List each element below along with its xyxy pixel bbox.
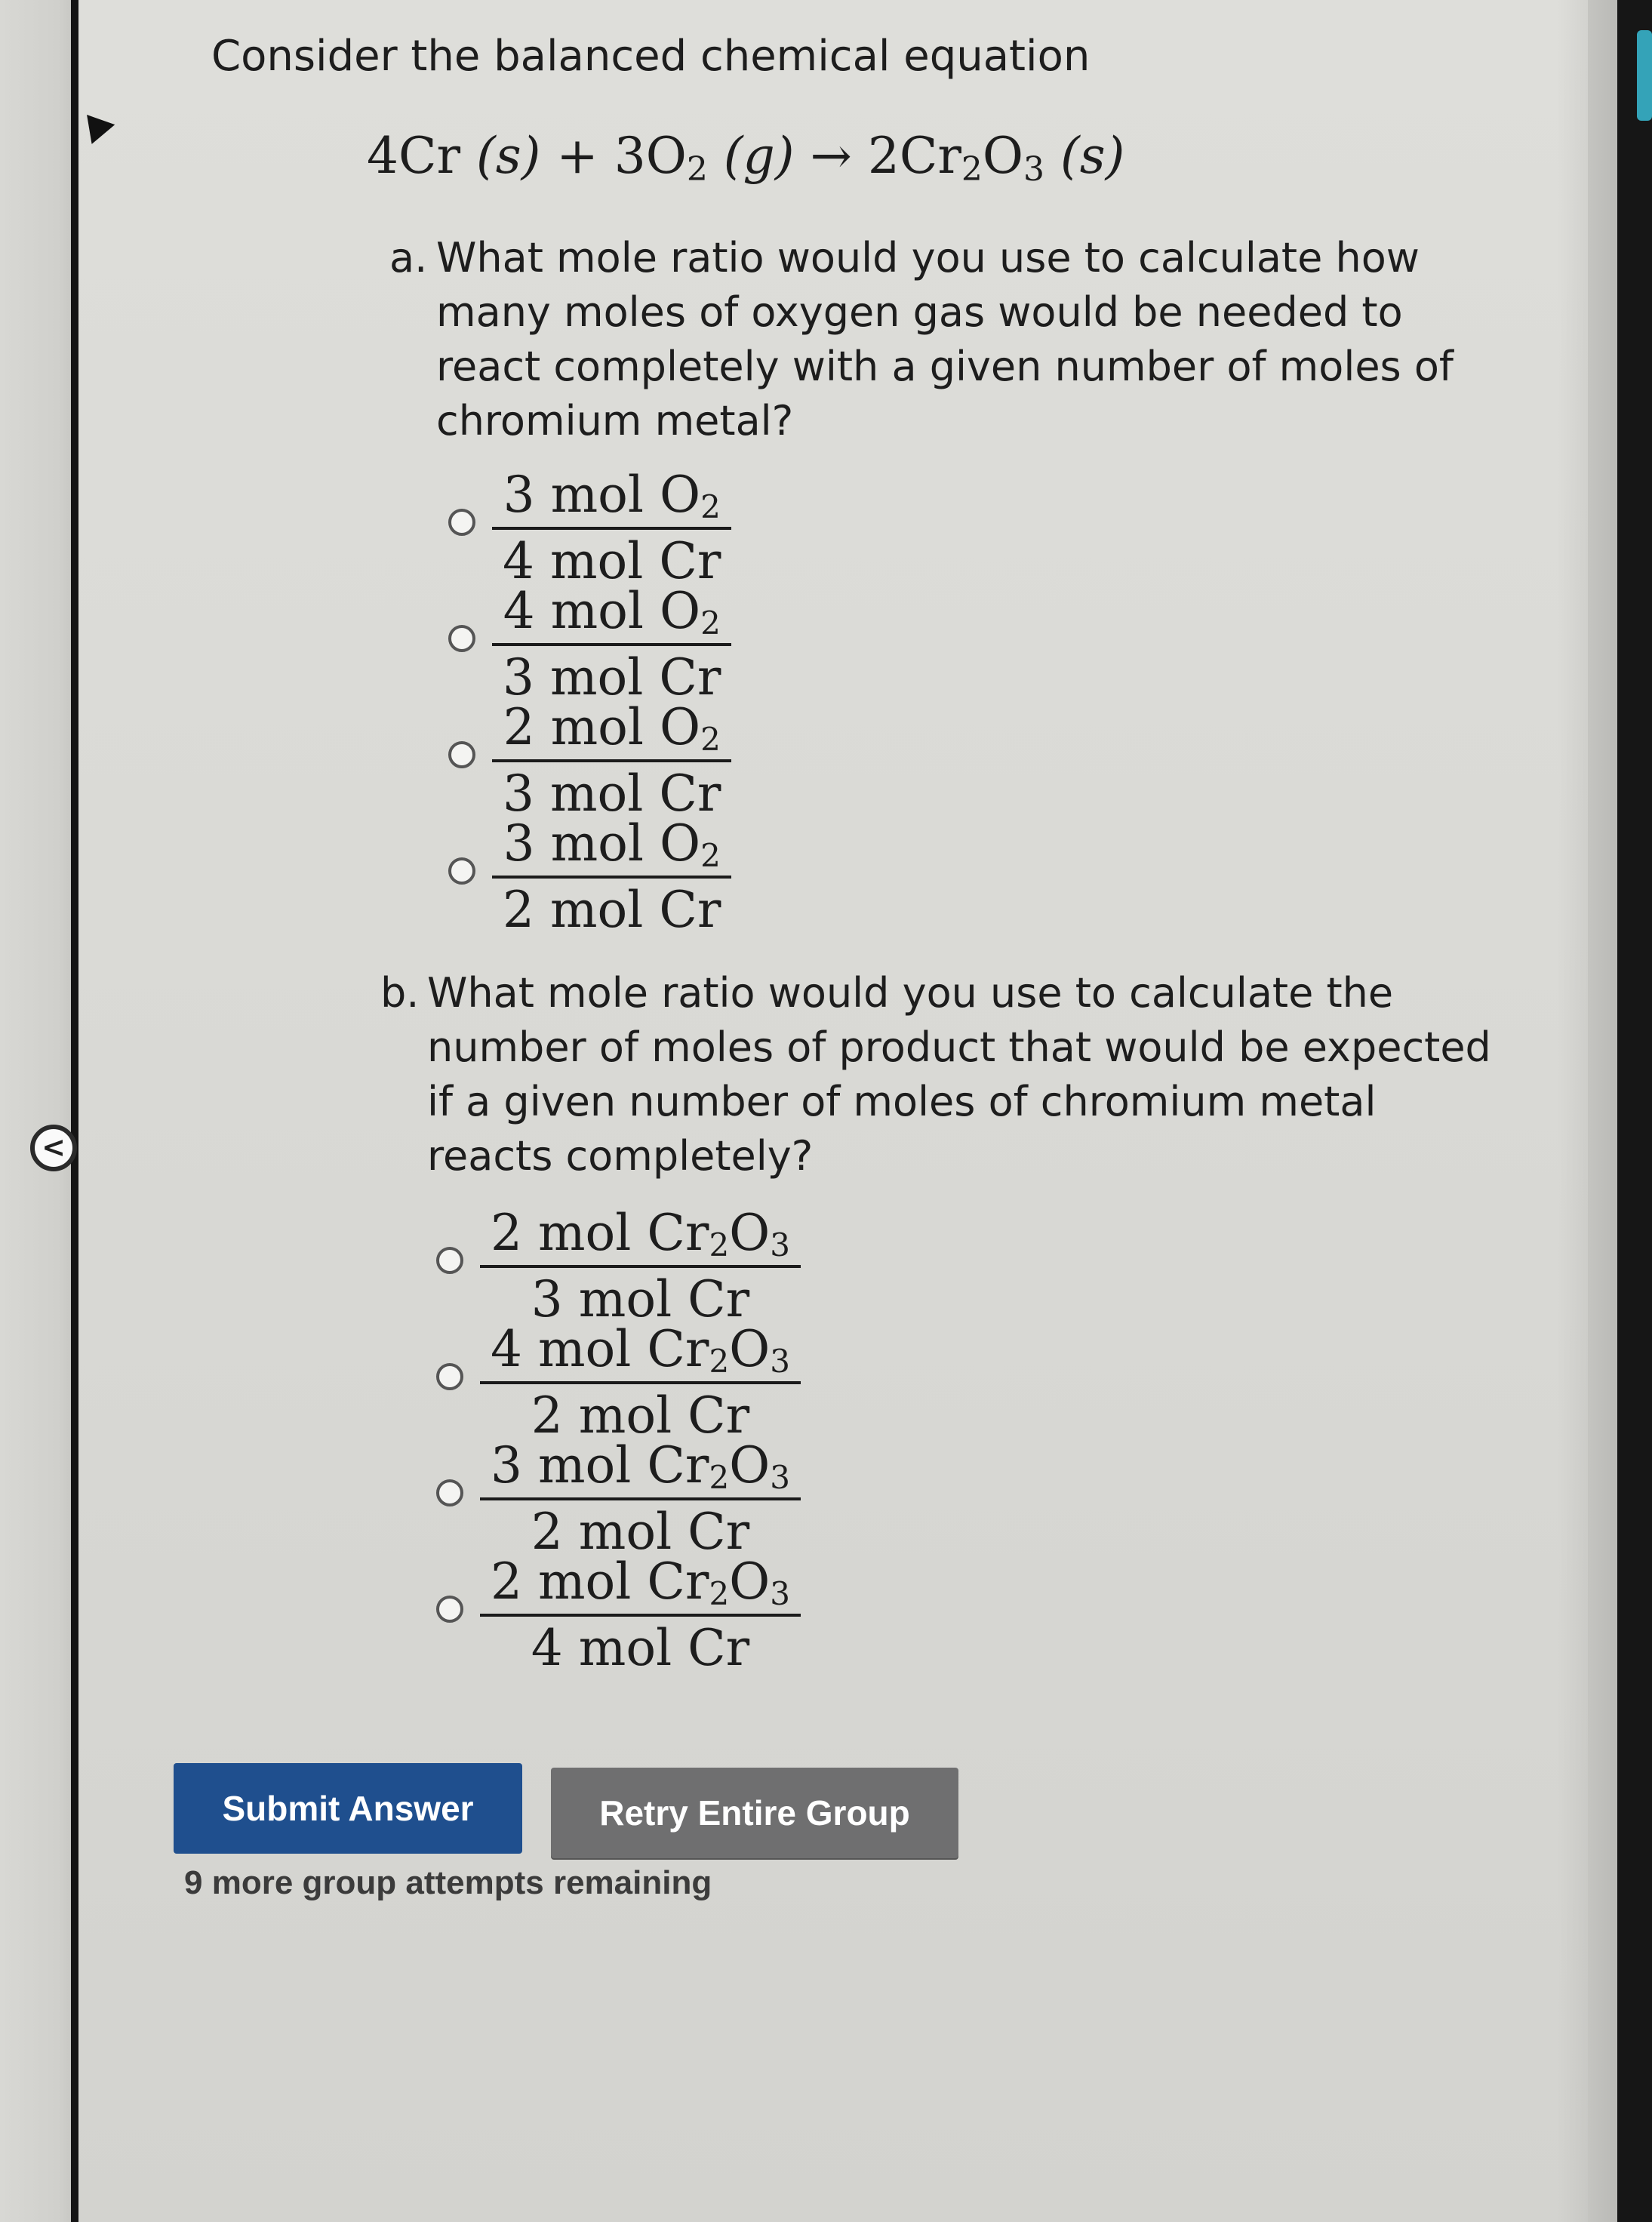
- numerator-o: O: [729, 1553, 771, 1611]
- numerator-text: 3 mol O: [503, 466, 701, 524]
- eq-o-sub: 2: [686, 150, 708, 189]
- attempts-remaining-text: 9 more group attempts remaining: [184, 1864, 712, 1901]
- question-b-letter: b.: [380, 969, 420, 1017]
- submit-answer-button[interactable]: Submit Answer: [174, 1763, 522, 1854]
- right-bezel: [1617, 0, 1652, 2222]
- fraction-denominator: 3 mol Cr: [531, 1270, 750, 1328]
- chemical-equation: [367, 127, 1124, 189]
- mole-ratio-fraction: [480, 1437, 801, 1561]
- numerator-o: O: [729, 1436, 771, 1494]
- fraction-denominator: 4 mol Cr: [503, 532, 721, 590]
- mole-ratio-fraction: [480, 1321, 801, 1445]
- scrollbar-thumb[interactable]: [1637, 30, 1652, 121]
- numerator-text: 4 mol O: [503, 582, 701, 640]
- eq-state-g: (g): [723, 127, 795, 185]
- numerator-cr: 2 mol Cr: [491, 1553, 709, 1611]
- eq-cr: Cr: [398, 127, 461, 185]
- numerator-sub: 2: [700, 605, 721, 642]
- fraction-denominator: 3 mol Cr: [503, 648, 721, 706]
- retry-entire-group-button[interactable]: Retry Entire Group: [551, 1768, 958, 1858]
- panel-border: [71, 0, 78, 2222]
- numerator-o-sub: 3: [770, 1459, 791, 1496]
- radio-button[interactable]: [448, 625, 475, 652]
- numerator-cr-sub: 2: [709, 1459, 730, 1496]
- question-a: [389, 231, 1491, 448]
- eq-product-o: O: [982, 127, 1023, 185]
- fraction-numerator: [480, 1437, 801, 1497]
- fraction-numerator: [492, 466, 731, 527]
- eq-arrow: →: [810, 127, 852, 185]
- radio-button[interactable]: [448, 741, 475, 768]
- fraction-denominator: 3 mol Cr: [503, 765, 721, 823]
- radio-button[interactable]: [436, 1479, 463, 1506]
- fraction-denominator: 4 mol Cr: [531, 1619, 750, 1677]
- back-arrow-button[interactable]: [30, 1125, 77, 1171]
- eq-product-state: (s): [1060, 127, 1125, 185]
- fraction-numerator: [480, 1321, 801, 1381]
- question-a-letter: a.: [389, 234, 428, 282]
- eq-product-o-sub: 3: [1023, 150, 1044, 189]
- fraction-numerator: [480, 1553, 801, 1614]
- radio-button[interactable]: [436, 1247, 463, 1274]
- fraction-denominator: 2 mol Cr: [531, 1386, 750, 1445]
- radio-button[interactable]: [448, 509, 475, 536]
- numerator-text: 3 mol O: [503, 814, 701, 872]
- mole-ratio-fraction: [492, 815, 731, 939]
- numerator-cr-sub: 2: [709, 1343, 730, 1380]
- fraction-numerator: [492, 699, 731, 759]
- question-a-text: What mole ratio would you use to calculate how many moles of oxygen gas would be needed to react completely with a given number of moles of chromium metal?: [436, 234, 1454, 445]
- numerator-o: O: [729, 1320, 771, 1378]
- fraction-denominator: 2 mol Cr: [503, 881, 721, 939]
- eq-coef-cr2o3: 2: [867, 127, 900, 185]
- eq-plus: +: [556, 127, 598, 185]
- eq-product-cr: Cr: [899, 127, 961, 185]
- numerator-cr-sub: 2: [709, 1226, 730, 1263]
- numerator-o-sub: 3: [770, 1343, 791, 1380]
- numerator-sub: 2: [700, 488, 721, 525]
- mole-ratio-fraction: [480, 1553, 801, 1677]
- fraction-numerator: [492, 583, 731, 643]
- numerator-cr-sub: 2: [709, 1575, 730, 1612]
- eq-coef-cr: 4: [367, 127, 398, 185]
- question-b-text: What mole ratio would you use to calculate the number of moles of product that would be expected if a given number of moles of chromium metal reacts completely?: [427, 969, 1491, 1180]
- fraction-numerator: [480, 1205, 801, 1265]
- mole-ratio-fraction: [492, 583, 731, 706]
- numerator-sub: 2: [700, 721, 721, 758]
- numerator-cr: 4 mol Cr: [491, 1320, 709, 1378]
- mole-ratio-fraction: [480, 1205, 801, 1328]
- radio-button[interactable]: [436, 1596, 463, 1623]
- numerator-o-sub: 3: [770, 1226, 791, 1263]
- intro-text: Consider the balanced chemical equation: [211, 32, 1091, 81]
- fraction-denominator: 2 mol Cr: [531, 1503, 750, 1561]
- fraction-numerator: [492, 815, 731, 876]
- chevron-left-icon: <: [42, 1131, 66, 1164]
- mole-ratio-fraction: [492, 466, 731, 590]
- mole-ratio-fraction: [492, 699, 731, 823]
- numerator-o: O: [729, 1204, 771, 1262]
- right-shadow: [1557, 0, 1617, 2222]
- numerator-o-sub: 3: [770, 1575, 791, 1612]
- numerator-cr: 3 mol Cr: [491, 1436, 709, 1494]
- eq-o: O: [645, 127, 687, 185]
- radio-button[interactable]: [436, 1363, 463, 1390]
- numerator-sub: 2: [700, 837, 721, 874]
- eq-product-cr-sub: 2: [961, 150, 983, 189]
- radio-button[interactable]: [448, 857, 475, 885]
- numerator-cr: 2 mol Cr: [491, 1204, 709, 1262]
- eq-coef-o2: 3: [614, 127, 646, 185]
- eq-state-s: (s): [476, 127, 541, 185]
- left-bezel: [0, 0, 72, 2222]
- question-b: [380, 966, 1497, 1183]
- numerator-text: 2 mol O: [503, 698, 701, 756]
